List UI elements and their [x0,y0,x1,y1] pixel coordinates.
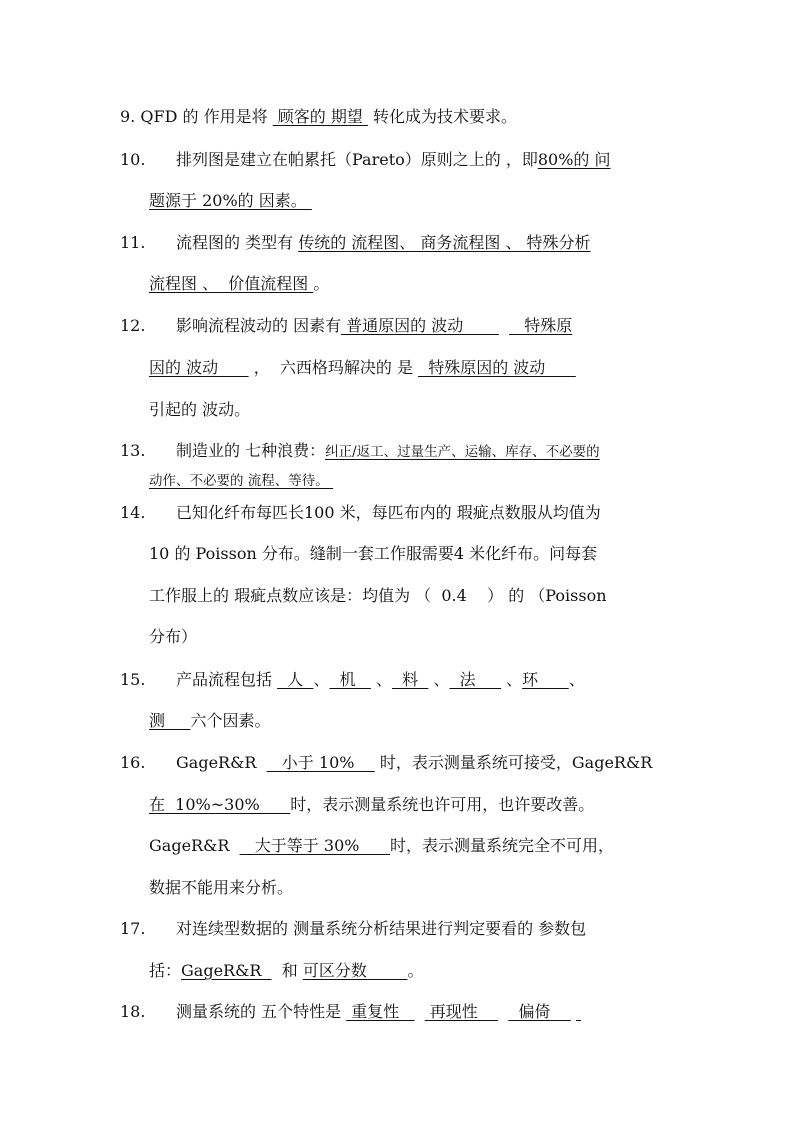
question-12-text: 影响流程波动的 因素有 [176,316,342,335]
question-15-answer-3: 料 [392,670,429,689]
question-12-answer-2-part-1: 特殊原 [509,316,573,335]
question-12-answer-3: 特殊原因的 波动 [418,358,576,377]
question-10-text: 排列图是建立在帕累托（Pareto）原则之上的 ，即 [176,150,538,169]
question-17-number: 17. [120,919,146,938]
question-10-answer-part-2: 题源于 20%的 因素。 [149,191,312,210]
question-13-number: 13. [120,441,146,460]
question-15-answer-4: 法 [449,670,502,689]
question-10-answer-part-1: 80%的 问 [537,150,611,169]
question-15-text: 产品流程包括 [176,670,278,689]
question-18-answer-2: 再现性 [424,1002,499,1021]
question-12-line-1 [176,315,572,337]
question-11-line-2 [149,273,329,295]
question-9-number: 9. [120,107,136,126]
question-15-answer-6: 测 [149,711,191,730]
question-9-line-1 [120,106,517,128]
question-12-text-mid: ， 六西格玛解决的 是 [248,358,419,377]
separator: 、 [501,670,523,689]
question-18-answer-1: 重复性 [346,1002,415,1021]
question-12-gap [499,316,509,335]
question-14-number: 14. [120,503,146,522]
separator: 、 [313,670,330,689]
question-12-number: 12. [120,316,146,335]
question-16-answer-1: 小于 10% [266,753,375,772]
question-9-text-end: 转化成为技术要求。 [367,107,518,126]
question-12-answer-1: 普通原因的 波动 [341,316,499,335]
question-12-answer-2-part-2: 因的 波动 [149,358,249,377]
separator: 、 [568,670,585,689]
question-17-line-2 [149,960,424,982]
question-13-line-2 [149,470,333,492]
question-10-line-2 [149,190,312,212]
question-11-number: 11. [120,233,146,252]
question-17-text: 括： [149,961,182,980]
question-16-text: GageR&R [176,753,267,772]
question-13-text: 制造业的 七种浪费： [176,441,326,460]
question-16-line-3 [149,835,614,857]
question-16-line-4: 数据不能用来分析。 [149,878,294,897]
question-18-number: 18. [120,1002,146,1021]
question-15-answer-2: 机 [329,670,371,689]
question-10-number: 10. [120,150,146,169]
question-9-answer: 顾客的 期望 [272,107,368,126]
question-13-line-1 [176,440,600,463]
question-17-text-end: 。 [407,961,424,980]
question-15-number: 15. [120,670,146,689]
question-16-text-3: 时，表示测量系统也许可用，也许要改善。 [290,795,595,814]
question-11-line-1 [176,232,591,254]
question-15-answer-1: 人 [277,670,314,689]
question-13-answer-part-1: 纠正/返工、过量生产、运输、库存、不必要的 [325,444,600,460]
question-14-line-2: 10 的 Poisson 分布。缝制一套工作服需要4 米化纤布。问每套 [149,544,598,563]
question-16-answer-3: 大于等于 30% [239,836,390,855]
separator: 、 [428,670,450,689]
question-16-line-2 [149,794,594,816]
question-9-text: QFD 的 作用是将 [140,107,273,126]
question-16-text-5: 时，表示测量系统完全不可用， [389,836,614,855]
question-10-line-1 [176,149,611,171]
question-17-text-2: 和 [271,961,303,980]
question-18-text: 测量系统的 五个特性是 [176,1002,347,1021]
question-11-answer-part-1: 传统的 流程图、 商务流程图 、 特殊分析 [298,233,591,252]
question-18-line-1 [176,1001,581,1023]
question-16-line-1 [176,752,652,774]
separator [498,1002,508,1021]
question-16-answer-2: 在 10%~30% [149,795,291,814]
question-14-line-4: 分布） [149,627,198,646]
question-18-answer-3: 偏倚 [508,1002,571,1021]
question-12-line-3: 引起的 波动。 [149,400,251,419]
question-13-answer-part-2: 动作、不必要的 流程、等待。 [149,473,334,489]
question-17-answer-2: 可区分数 [302,961,408,980]
question-11-text-end: 。 [313,274,330,293]
question-17-answer-1: GageR&R [181,961,272,980]
question-15-line-2 [149,710,270,732]
question-11-text: 流程图的 类型有 [176,233,299,252]
question-15-line-1 [176,669,585,691]
question-17-line-1: 对连续型数据的 测量系统分析结果进行判定要看的 参数包 [176,919,587,938]
question-16-text-4: GageR&R [149,836,240,855]
question-16-number: 16. [120,753,146,772]
question-15-answer-5: 环 [522,670,569,689]
separator [415,1002,425,1021]
question-16-text-2: 时，表示测量系统可接受，GageR&R [374,753,653,772]
question-18-answer-4 [576,1002,581,1021]
question-14-line-1: 已知化纤布每匹长100 米，每匹布内的 瑕疵点数服从均值为 [176,503,601,522]
separator: 、 [370,670,392,689]
question-15-text-end: 六个因素。 [190,711,271,730]
question-12-line-2 [149,357,576,379]
question-11-answer-part-2: 流程图 、 价值流程图 [149,274,314,293]
question-14-line-3: 工作服上的 瑕疵点数应该是：均值为 （ 0.4 ） 的 （Poisson [149,586,607,605]
